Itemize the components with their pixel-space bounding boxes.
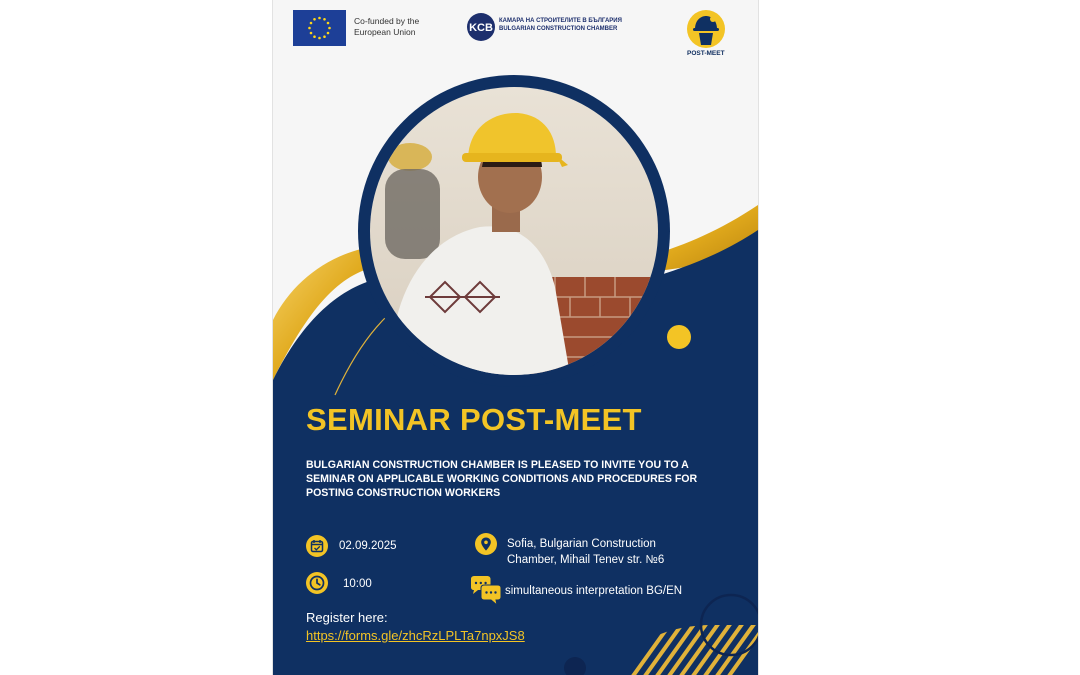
worker-photo <box>370 87 658 375</box>
chamber-name-en: BULGARIAN CONSTRUCTION CHAMBER <box>499 26 618 32</box>
seminar-date: 02.09.2025 <box>339 540 397 552</box>
register-label: Register here: <box>306 610 388 625</box>
seminar-subtitle: BULGARIAN CONSTRUCTION CHAMBER IS PLEASED TO INVITE YOU TO A SEMINAR ON APPLICABLE WORKING CONDITIONS AND PROCEDURES FOR POSTING CONSTRUCTION WORKERS <box>306 459 698 499</box>
clock-icon <box>306 572 328 594</box>
eu-flag-icon <box>293 10 346 46</box>
calendar-icon <box>306 535 328 557</box>
location-line-1: Sofia, Bulgarian Construction <box>507 538 656 550</box>
seminar-title: SEMINAR POST-MEET <box>306 402 642 437</box>
location-line-2: Chamber, Mihail Tenev str. №6 <box>507 554 665 566</box>
eu-line-1: Co-funded by the <box>354 16 420 26</box>
registration-link[interactable]: https://forms.gle/zhcRzLPLTa7npxJS8 <box>306 628 525 643</box>
construction-worker-image <box>370 87 658 375</box>
seminar-location <box>507 536 664 568</box>
post-meet-logo-icon <box>684 9 728 53</box>
interpretation-info: simultaneous interpretation BG/EN <box>505 585 683 597</box>
chat-bubbles-icon <box>469 574 503 608</box>
chamber-name-bg: КАМАРА НА СТРОИТЕЛИТЕ В БЪЛГАРИЯ <box>499 18 622 24</box>
poster-header <box>273 0 758 70</box>
chamber-logo-icon <box>466 12 496 42</box>
post-meet-logo-label: POST-MEET <box>687 50 725 57</box>
chamber-name <box>499 17 622 33</box>
chamber-logo-mark: KCB <box>469 22 493 34</box>
seminar-poster <box>272 0 759 675</box>
eu-line-2: European Union <box>354 27 416 37</box>
eu-cofunded-text <box>354 16 424 38</box>
location-pin-icon <box>475 533 497 555</box>
seminar-time: 10:00 <box>343 578 372 590</box>
